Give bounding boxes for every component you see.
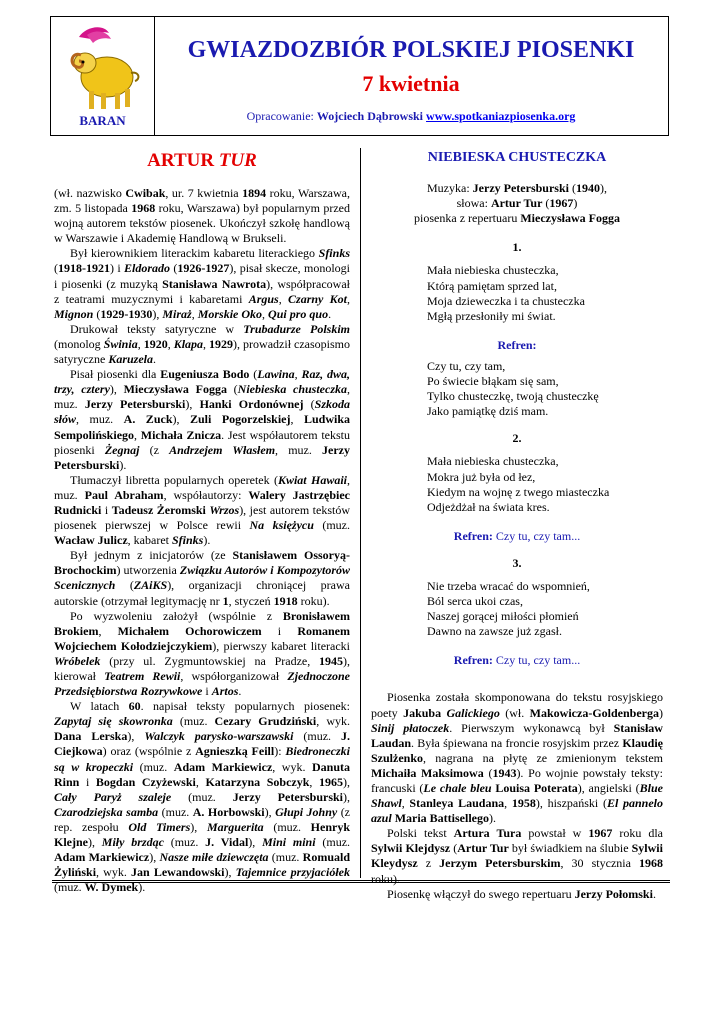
verse-line: Nie trzeba wracać do wspomnień, (427, 578, 590, 593)
verse-line: Mgłą przesłoniły mi świat. (427, 308, 556, 323)
bio-paragraph: Po wyzwoleniu założył (wspólnie z Bronisławem Brokiem, Michałem Ochorowiczem i Romanem Wojciechem Kołodziejczykiem), pierwszy kabaret literacki Wróbelek (przy ul. Zygmuntowskiej na Pradze, 1945), kierował Teatrem Rewii, współorganizował Zjednoczone Przedsiębiorstwa Rozrywkowe i Artos. (54, 608, 350, 699)
refrain-repeat (371, 529, 663, 544)
stanza-2 (427, 454, 663, 514)
refrain-repeat-label: Refren: (453, 653, 493, 668)
refrain-repeat-text: Czy tu, czy tam... (495, 653, 581, 668)
refrain-repeat-text: Czy tu, czy tam... (495, 528, 581, 543)
verse-line: Ból serca ukoi czas, (427, 594, 523, 609)
bio-paragraph: Był jednym z inicjatorów (ze Stanisławem Ossoryą-Brochockim) utworzenia Związku Autorów i Kompozytorów Scenicznych (ZAiKS), organizacji chroniącej prawa autorskie (otrzymał legitymację nr 1, styczeń 1918 roku). (54, 548, 350, 608)
page-date: 7 kwietnia (362, 71, 460, 96)
credits-author: Wojciech Dąbrowski (316, 109, 424, 123)
song-credits: Muzyka: Jerzy Petersburski (1940), słowa: Artur Tur (1967) piosenka z repertuaru Mieczysława Fogga (414, 181, 620, 226)
verse-line: Czy tu, czy tam, (427, 358, 506, 373)
stanza-3 (427, 579, 663, 639)
zodiac-logo (51, 17, 155, 135)
verse-line: Odjeżdżał na świata kres. (427, 499, 550, 514)
biography-column (54, 150, 350, 895)
verse-line: Naszej gorącej miłości płomień (427, 609, 579, 624)
website-link[interactable]: www.spotkaniazpiosenka.org (426, 109, 576, 123)
history-paragraph: Piosenka została skomponowana do tekstu rosyjskiego poety Jakuba Galickiego (wł. Makowicza-Goldenberga) Sinij płatoczek. Pierwszym wykonawcą był Stanisław Laudan. Była śpiewana na froncie rosyjskim przez Klaudię Szulżenko, nagrana na płytę ze zmienionym tekstem Michaiła Maksimowa (1943). Po wojnie powstały teksty: francuski (Le chale bleu Louisa Poterata), angielski (Blue Shawl, Stanleya Laudana, 1958), hiszpański (El pannelo azul Maria Battisellego). (371, 690, 664, 826)
artist-name (54, 150, 350, 172)
song-history (371, 690, 663, 901)
verse-line: Którą pamiętam sprzed lat, (427, 278, 557, 293)
ram-icon (59, 25, 145, 115)
stanza-number: 2. (512, 431, 522, 446)
artist-last-name: TUR (218, 150, 257, 171)
verse-line: Kiedym na wojnę z twego miasteczka (427, 484, 610, 499)
refrain (427, 359, 663, 419)
bio-paragraph: W latach 60. napisał teksty popularnych piosenek: Zapytaj się skowronka (muz. Cezary Grudziński, wyk. Dana Lerska), Walczyk parysko-warszawski (muz. J. Ciejkowa) oraz (wspólnie z Agnieszką Feill): Biedroneczki są w kropeczki (muz. Adam Markiewicz, wyk. Danuta Rinn i Bogdan Czyżewski, Katarzyna Sobczyk, 1965), Cały Paryż szaleje (muz. Jerzy Petersburski), Czarodziejska samba (muz. A. Horbowski), Głupi Johny (z rep. zespołu Old Timers), Marguerita (muz. Henryk Klejne), Miły brzdąc (muz. J. Vidal), Mini mini (muz. Adam Markiewicz), Nasze miłe dziewczęta (muz. Romuald Żyliński, wyk. Jan Lewandowski), Tajemnice przyjaciółek (muz. W. Dymek). (54, 699, 351, 895)
refrain-repeat-label: Refren: (453, 528, 493, 543)
stanza-1 (427, 263, 663, 323)
page-title: GWIAZDOZBIÓR POLSKIEJ PIOSENKI (187, 37, 635, 63)
bio-paragraph: (wł. nazwisko Cwibak, ur. 7 kwietnia 1894 roku, Warszawa, zm. 5 listopada 1968 roku, Warszawa) był popularnym przed wojną autorem tekstów piosenek. Ukończył szkołę handlową w Warszawie i Akademię Handlową w Brukseli. (54, 186, 351, 246)
verse-line: Dawno na zawsze już zgasł. (427, 624, 562, 639)
column-divider (360, 148, 361, 878)
zodiac-sign-label: BARAN (79, 113, 126, 128)
header-box (50, 16, 669, 136)
verse-line: Mokra już była od łez, (427, 469, 536, 484)
song-title: NIEBIESKA CHUSTECZKA (427, 150, 607, 165)
credits-prefix: Opracowanie: (246, 109, 314, 123)
history-paragraph: Polski tekst Artura Tura powstał w 1967 roku dla Sylwii Klejdysz (Artur Tur był świadkiem na ślubie Sylwii Kleydysz z Jerzym Petersburskim, 30 stycznia 1968 roku). (371, 826, 663, 886)
verse-line: Mała niebieska chusteczka, (427, 263, 559, 278)
credits-line (154, 109, 668, 124)
verse-line: Po świecie błąkam się sam, (427, 374, 559, 389)
bio-paragraph: Tłumaczył libretta popularnych operetek (Kwiat Hawaii, muz. Paul Abraham, współautorzy: Walery Jastrzębiec Rudnicki i Tadeusz Żeromski Wrzos), jest autorem tekstów piosenek pierwszej w Polsce rewii Na księżycu (muz. Wacław Julicz, kabaret Sfinks). (54, 472, 350, 548)
bio-paragraph: Drukował teksty satyryczne w Trubadurze Polskim (monolog Świnia, 1920, Klapa, 1929), prowadził czasopismo satyryczne Karuzela. (54, 321, 351, 367)
song-column (371, 150, 663, 902)
refrain-label: Refren: (497, 337, 537, 352)
artist-first-name: ARTUR (147, 150, 215, 171)
verse-line: Jako pamiątkę dziś mam. (427, 404, 549, 419)
verse-line: Tylko chusteczkę, twoją chusteczkę (427, 389, 599, 404)
verse-line: Mała niebieska chusteczka, (427, 454, 559, 469)
stanza-number: 1. (512, 240, 522, 255)
bio-paragraph: Był kierownikiem literackim kabaretu literackiego Sfinks (1918-1921) i Eldorado (1926-1927), pisał skecze, monologi i piosenki (z muzyką Stanisława Nawrota), współpracował z teatrami muzycznymi i kabaretami Argus, Czarny Kot, Mignon (1929-1930), Miraż, Morskie Oko, Qui pro quo. (54, 246, 351, 321)
verse-line: Moja dzieweczka i ta chusteczka (427, 293, 585, 308)
refrain-repeat (371, 653, 663, 668)
biography-text (54, 186, 350, 895)
history-paragraph: Piosenkę włączył do swego repertuaru Jerzy Połomski. (387, 886, 656, 901)
bottom-rule (52, 880, 670, 883)
bio-paragraph: Pisał piosenki dla Eugeniusza Bodo (Lawina, Raz, dwa, trzy, cztery), Mieczysława Fogga (Niebieska chusteczka, muz. Jerzy Petersburski), Hanki Ordonównej (Szkoda słów, muz. A. Zuck), Zuli Pogorzelskiej, Ludwika Sempolińskiego, Michała Znicza. Jest współautorem tekstu piosenki Żegnaj (z Andrzejem Własłem, muz. Jerzy Petersburski). (54, 367, 351, 472)
stanza-number: 3. (512, 555, 522, 570)
